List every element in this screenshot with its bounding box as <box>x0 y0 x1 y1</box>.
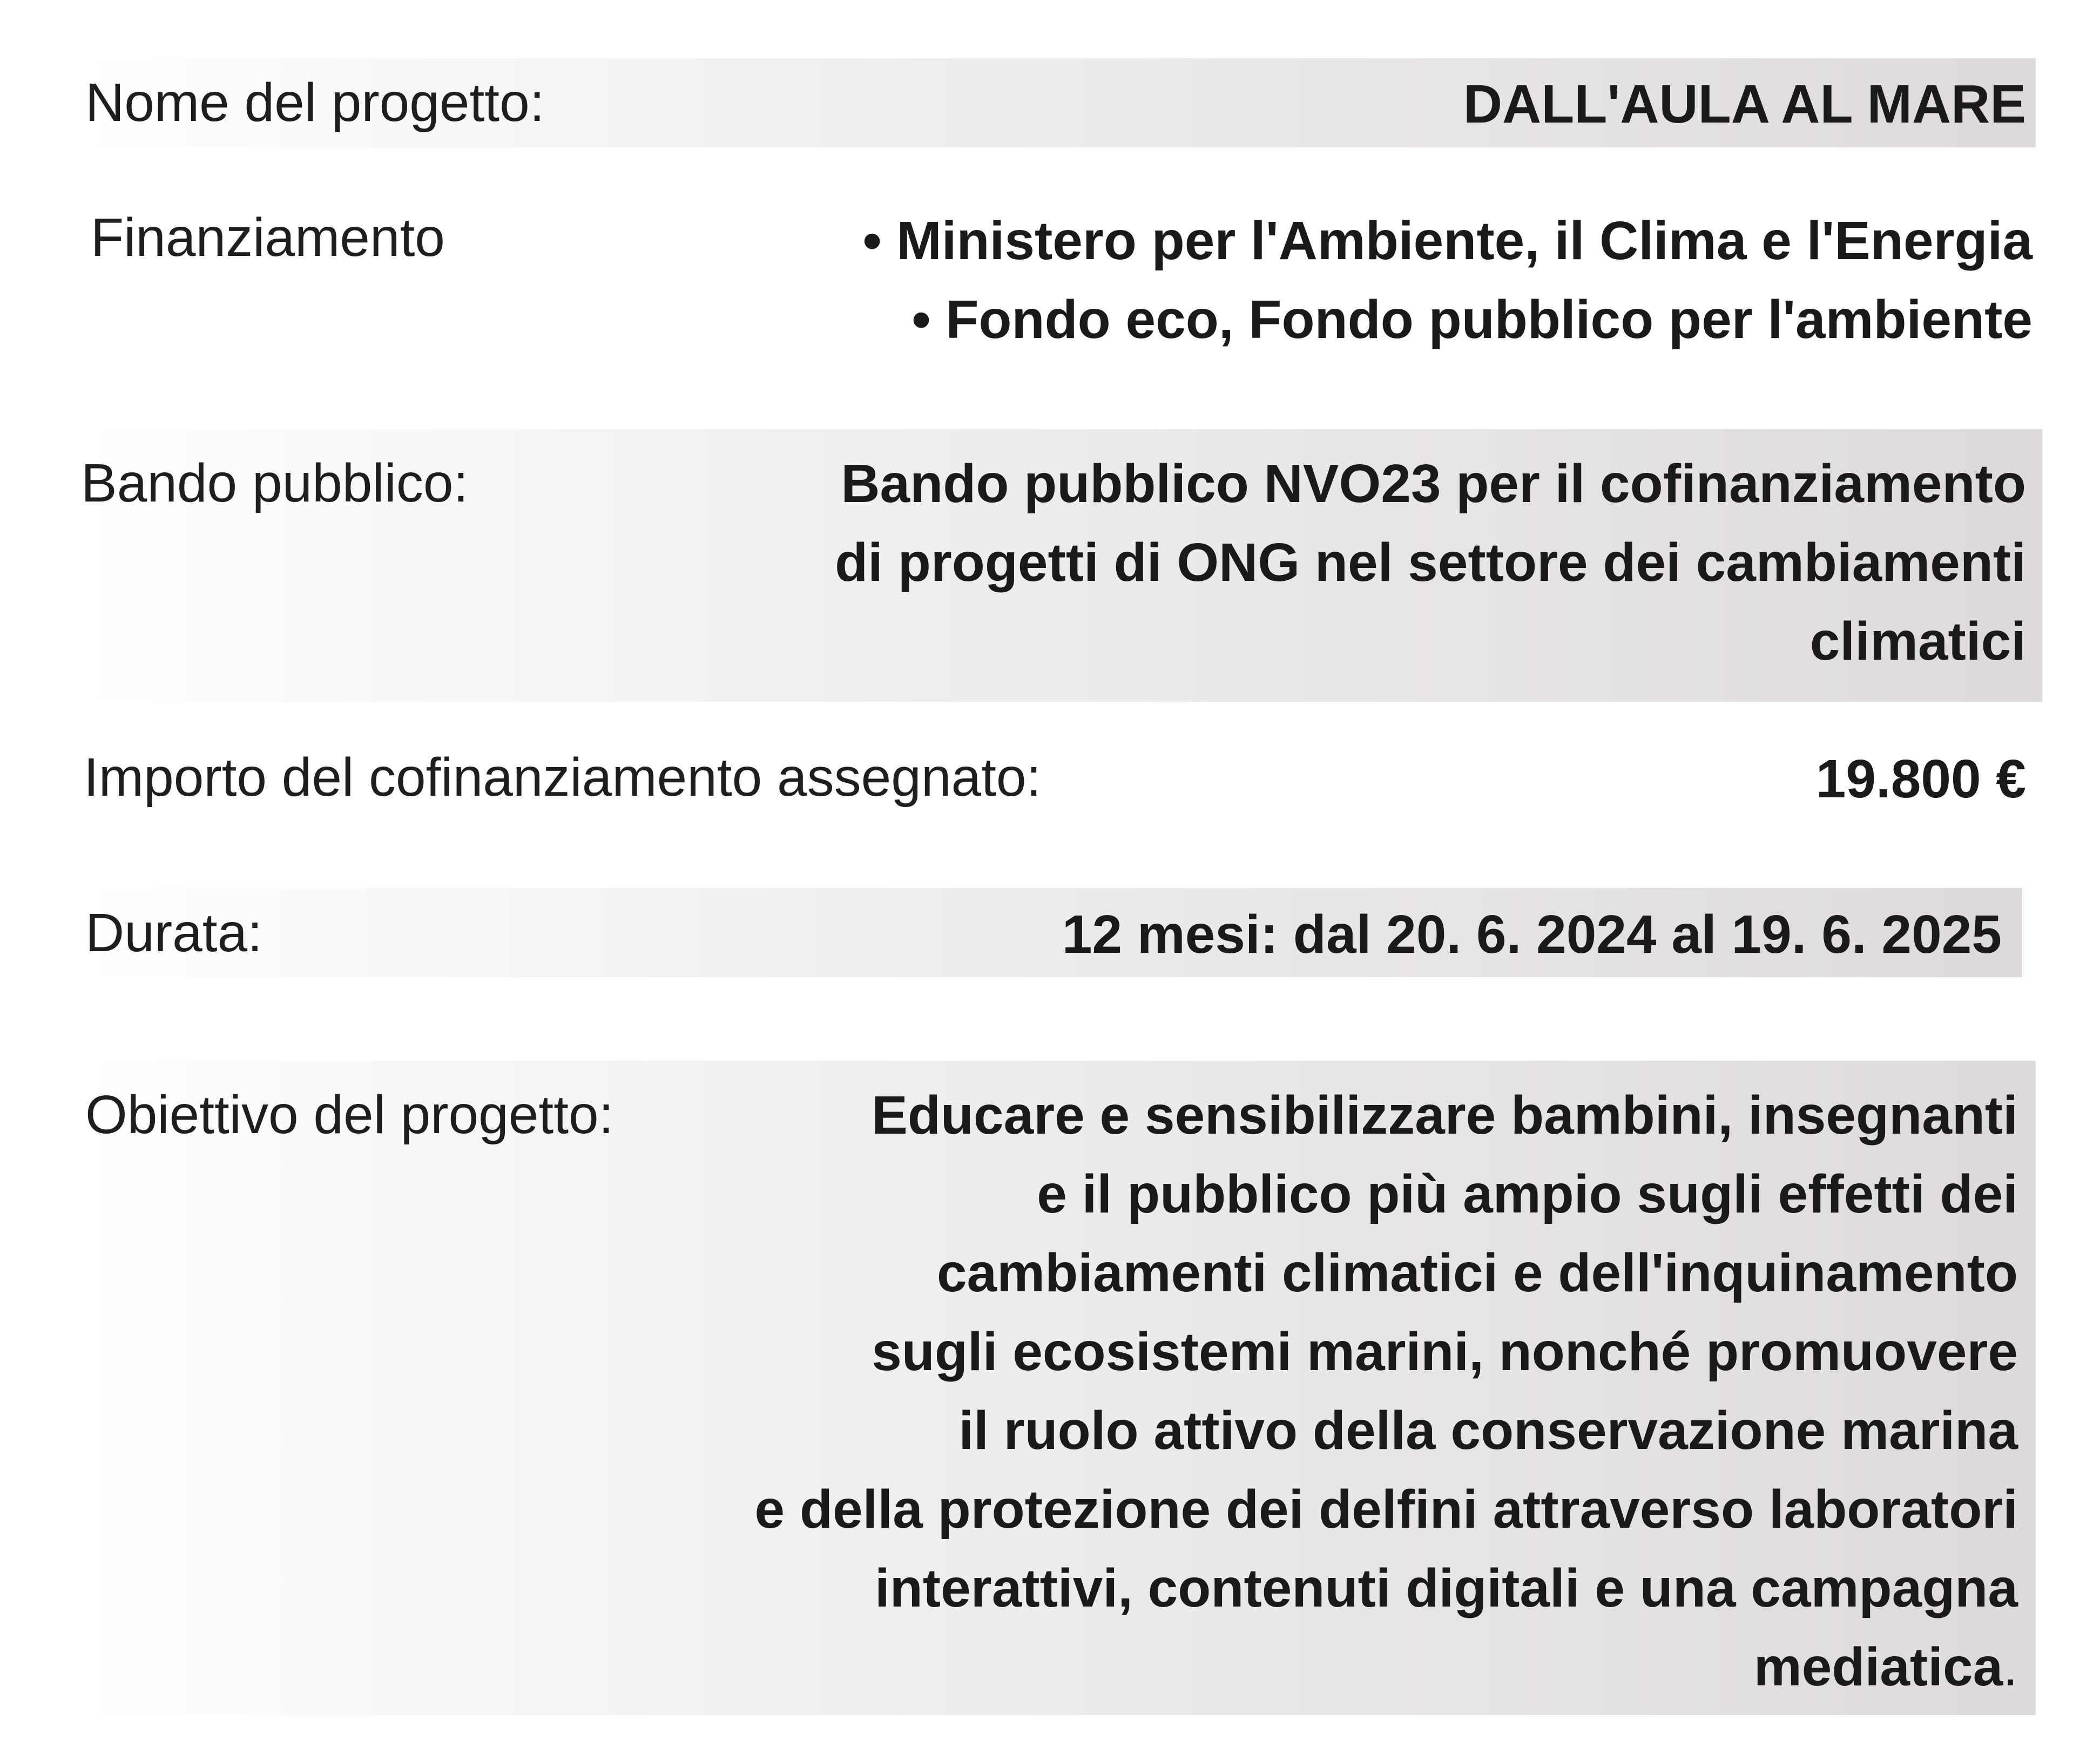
duration-label: Durata: <box>85 903 262 963</box>
funding-line-2: • Fondo eco, Fondo pubblico per l'ambiente <box>911 289 2033 350</box>
objective-value <box>755 1076 2018 1706</box>
objective-label: Obiettivo del progetto: <box>85 1085 614 1145</box>
objective-line-5: il ruolo attivo della conservazione marina <box>958 1400 2018 1461</box>
duration-value: 12 mesi: dal 20. 6. 2024 al 19. 6. 2025 <box>1062 904 2002 965</box>
objective-line-6: e della protezione dei delfini attraverso laboratori <box>754 1479 2018 1540</box>
funding-line-1: • Ministero per l'Ambiente, il Clima e l'Energia <box>862 211 2033 271</box>
amount-value: 19.800 € <box>1815 749 2026 809</box>
amount-label: Importo del cofinanziamento assegnato: <box>84 747 1042 808</box>
objective-line-7: interattivi, contenuti digitali e una campagna <box>875 1558 2018 1618</box>
funding-value <box>863 201 2033 359</box>
call-line-2: di progetti di ONG nel settore dei cambiamenti <box>835 532 2026 593</box>
objective-line-2: e il pubblico più ampio sugli effetti dei <box>1037 1164 2018 1224</box>
call-line-3: climatici <box>1809 611 2026 672</box>
objective-line-4: sugli ecosistemi marini, nonché promuovere <box>872 1322 2018 1382</box>
objective-line-8 <box>755 1628 2018 1706</box>
objective-line-1: Educare e sensibilizzare bambini, insegnanti <box>872 1085 2018 1146</box>
call-value <box>835 444 2026 681</box>
objective-last-words: mediatica <box>1753 1637 2003 1697</box>
objective-line-3: cambiamenti climatici e dell'inquinamento <box>936 1243 2018 1303</box>
call-line-1: Bando pubblico NVO23 per il cofinanziamento <box>841 453 2026 514</box>
funding-label: Finanziamento <box>91 207 445 268</box>
project-name-value: DALL'AULA AL MARE <box>1463 74 2026 134</box>
objective-final-period: . <box>2003 1637 2018 1697</box>
project-name-label: Nome del progetto: <box>85 72 545 133</box>
call-label: Bando pubblico: <box>81 453 469 513</box>
